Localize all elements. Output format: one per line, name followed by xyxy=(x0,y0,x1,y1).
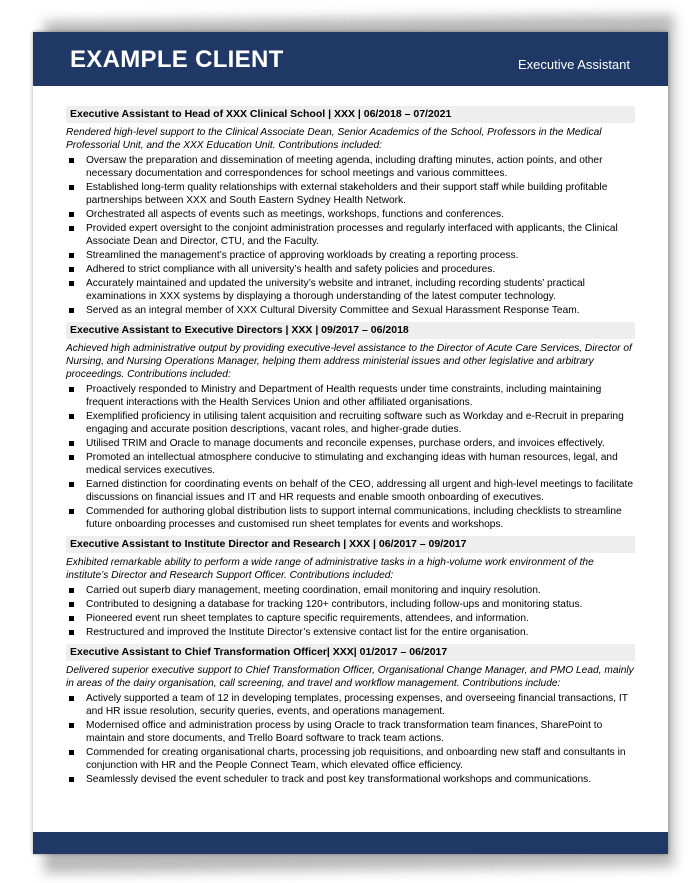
list-item-text: Provided expert oversight to the conjoint administration processes and regularly interfaced with applicants, the Clinical Associate Dean and Director, CTU, and the Faculty. xyxy=(86,223,618,247)
list-item-text: Orchestrated all aspects of events such as meetings, workshops, functions and conferences. xyxy=(86,209,504,220)
list-item xyxy=(66,410,635,436)
job-title: Executive Assistant to Head of XXX Clinical School | XXX | 06/2018 – 07/2021 xyxy=(66,106,635,123)
list-item-text: Carried out superb diary management, meeting coordination, email monitoring and inquiry resolution. xyxy=(86,585,541,596)
list-item-text: Pioneered event run sheet templates to capture specific requirements, attendees, and information. xyxy=(86,613,529,624)
list-item-text: Adhered to strict compliance with all university’s health and safety policies and procedures. xyxy=(86,264,496,275)
list-item-text: Modernised office and administration process by using Oracle to track transformation team finances, SharePoint to maintain and store documents, and Trello Board software to track team actions. xyxy=(86,720,603,744)
list-item-text: Commended for creating organisational charts, processing job requisitions, and onboarding new staff and consultants in conjunction with HR and the People Connect Team, which elevated office efficiency. xyxy=(86,747,626,771)
list-item-text: Actively supported a team of 12 in developing templates, processing expenses, and overseeing financial transactions, IT and HR issue resolution, security queries, events, and operations management. xyxy=(86,693,628,717)
square-bullet-icon xyxy=(69,696,74,701)
list-item xyxy=(66,383,635,409)
list-item xyxy=(66,154,635,180)
square-bullet-icon xyxy=(69,616,74,621)
client-role: Executive Assistant xyxy=(518,57,630,72)
experience-section xyxy=(66,644,635,786)
square-bullet-icon xyxy=(69,777,74,782)
square-bullet-icon xyxy=(69,602,74,607)
list-item-text: Oversaw the preparation and dissemination of meeting agenda, including drafting minutes, action points, and other necessary documentation and correspondences for school meetings and various committees. xyxy=(86,155,603,179)
list-item xyxy=(66,598,635,611)
experience-section xyxy=(66,106,635,317)
list-item xyxy=(66,249,635,262)
job-summary: Rendered high-level support to the Clinical Associate Dean, Senior Academics of the School, Professors in the Medical Professorial Unit, and the XXX Education Unit. Contributions included: xyxy=(66,127,602,151)
square-bullet-icon xyxy=(69,226,74,231)
square-bullet-icon xyxy=(69,482,74,487)
square-bullet-icon xyxy=(69,750,74,755)
square-bullet-icon xyxy=(69,253,74,258)
list-item-text: Served as an integral member of XXX Cultural Diversity Committee and Sexual Harassment Response Team. xyxy=(86,305,580,316)
list-item-text: Restructured and improved the Institute Director’s extensive contact list for the entire organisation. xyxy=(86,627,529,638)
square-bullet-icon xyxy=(69,588,74,593)
list-item-text: Commended for authoring global distribution lists to support internal communications, including checklists to streamline future onboarding processes and customised run sheet templates for events and workshops. xyxy=(86,506,622,530)
client-name: EXAMPLE CLIENT xyxy=(70,46,284,73)
contributions-list xyxy=(66,584,635,639)
list-item xyxy=(66,692,635,718)
header-banner xyxy=(33,32,668,86)
job-title: Executive Assistant to Institute Director and Research | XXX | 06/2017 – 09/2017 xyxy=(66,536,635,553)
job-summary: Achieved high administrative output by providing executive-level assistance to the Director of Acute Care Services, Director of Nursing, and Nursing Operations Manager, helping them address ministerial issues and other legislative and arbitrary proceedings. Contributions included: xyxy=(66,343,632,380)
square-bullet-icon xyxy=(69,509,74,514)
list-item-text: Exemplified proficiency in utilising talent acquisition and recruiting software such as Workday and e-Recruit in preparing engaging and accurate position descriptions, vacant roles, and higher-grade duties. xyxy=(86,411,624,435)
list-item xyxy=(66,181,635,207)
contributions-list xyxy=(66,383,635,531)
list-item xyxy=(66,304,635,317)
square-bullet-icon xyxy=(69,414,74,419)
square-bullet-icon xyxy=(69,185,74,190)
list-item-text: Established long-term quality relationships with external stakeholders and their support staff while building profitable partnerships between XXX and South Eastern Sydney Health Network. xyxy=(86,182,608,206)
square-bullet-icon xyxy=(69,630,74,635)
square-bullet-icon xyxy=(69,441,74,446)
square-bullet-icon xyxy=(69,723,74,728)
footer-bar xyxy=(33,832,668,854)
job-summary: Delivered superior executive support to Chief Transformation Officer, Organisational Change Manager, and PMO Lead, mainly in areas of the dairy organisation, call screening, and travel and workflow management. Contributions include: xyxy=(66,665,634,689)
square-bullet-icon xyxy=(69,267,74,272)
list-item xyxy=(66,505,635,531)
contributions-list xyxy=(66,692,635,786)
list-item-text: Seamlessly devised the event scheduler to track and post key transformational workshops and communications. xyxy=(86,774,592,785)
list-item xyxy=(66,263,635,276)
square-bullet-icon xyxy=(69,387,74,392)
list-item-text: Earned distinction for coordinating events on behalf of the CEO, addressing all urgent and high-level meetings to facilitate discussions on financial issues and IT and HR requests and enable smooth onboarding of executives. xyxy=(86,479,634,503)
list-item-text: Promoted an intellectual atmosphere conducive to stimulating and exchanging ideas with human resources, legal, and medical services executives. xyxy=(86,452,618,476)
list-item xyxy=(66,626,635,639)
list-item-text: Streamlined the management’s practice of approving workloads by creating a reporting process. xyxy=(86,250,519,261)
list-item xyxy=(66,208,635,221)
list-item xyxy=(66,746,635,772)
list-item-text: Accurately maintained and updated the university’s website and intranet, including recording students’ practical examinations in XXX systems by displaying a thorough understanding of the latest computer technology. xyxy=(86,278,585,302)
list-item-text: Contributed to designing a database for tracking 120+ contributors, including follow-ups and monitoring status. xyxy=(86,599,583,610)
contributions-list xyxy=(66,154,635,317)
square-bullet-icon xyxy=(69,212,74,217)
experience-section xyxy=(66,322,635,531)
job-title: Executive Assistant to Chief Transformation Officer| XXX| 01/2017 – 06/2017 xyxy=(66,644,635,661)
square-bullet-icon xyxy=(69,308,74,313)
list-item xyxy=(66,277,635,303)
list-item xyxy=(66,478,635,504)
job-title: Executive Assistant to Executive Directors | XXX | 09/2017 – 06/2018 xyxy=(66,322,635,339)
list-item-text: Proactively responded to Ministry and Department of Health requests under time constraints, including maintaining frequent interactions with the Health Services Union and other affiliated organisations. xyxy=(86,384,602,408)
list-item xyxy=(66,612,635,625)
list-item xyxy=(66,451,635,477)
resume-content xyxy=(33,86,668,786)
square-bullet-icon xyxy=(69,281,74,286)
resume-page xyxy=(33,32,668,854)
list-item xyxy=(66,222,635,248)
square-bullet-icon xyxy=(69,158,74,163)
list-item xyxy=(66,437,635,450)
list-item-text: Utilised TRIM and Oracle to manage documents and reconcile expenses, purchase orders, and invoices effectively. xyxy=(86,438,605,449)
list-item xyxy=(66,719,635,745)
job-summary: Exhibited remarkable ability to perform a wide range of administrative tasks in a high-volume work environment of the institute’s Director and Research Support Officer. Contributions included: xyxy=(66,557,594,581)
list-item xyxy=(66,773,635,786)
square-bullet-icon xyxy=(69,455,74,460)
experience-section xyxy=(66,536,635,639)
list-item xyxy=(66,584,635,597)
